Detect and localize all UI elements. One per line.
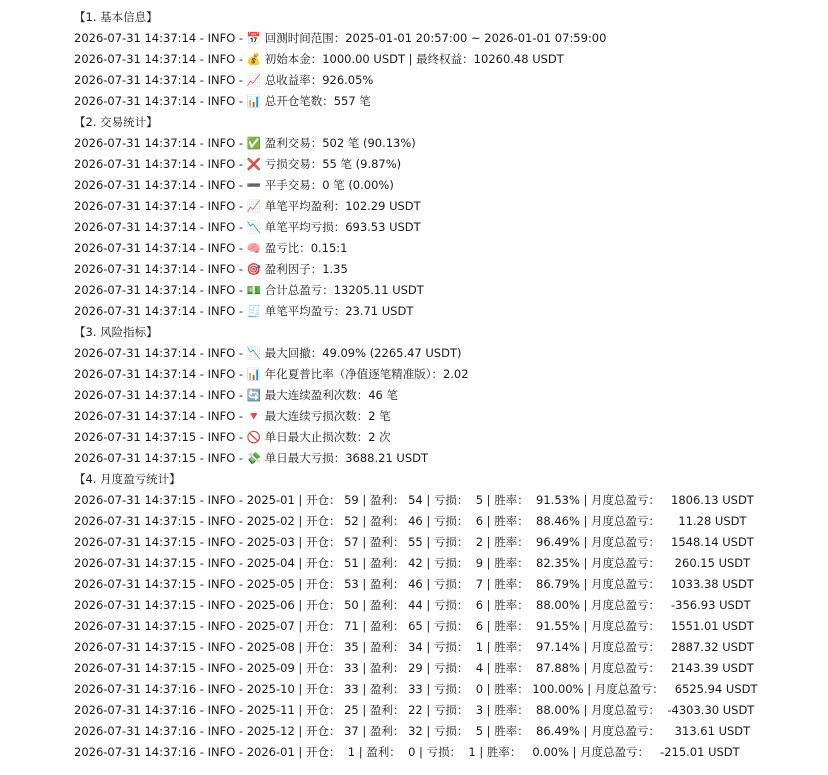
log-line: 2026-07-31 14:37:14 - INFO - 🧾 单笔平均盈亏：23.71 USDT xyxy=(74,304,414,318)
log-line: 2026-07-31 14:37:15 - INFO - 💸 单日最大亏损：3688.21 USDT xyxy=(74,451,429,465)
log-line: 2026-07-31 14:37:14 - INFO - 📅 回测时间范围：2025-01-01 20:57:00 ~ 2026-01-01 07:59:00 xyxy=(74,31,607,45)
log-line: 2026-07-31 14:37:14 - INFO - 📊 总开仓笔数：557 笔 xyxy=(74,94,371,108)
log-line: 2026-07-31 14:37:14 - INFO - 🔄 最大连续盈利次数：46 笔 xyxy=(74,388,398,402)
log-line: 2026-07-31 14:37:14 - INFO - 💵 合计总盈亏：13205.11 USDT xyxy=(74,283,424,297)
monthly-log-line: 2026-07-31 14:37:15 - INFO - 2025-07 | 开仓： 71 | 盈利： 65 | 亏损： 6 | 胜率： 91.55% | 月度总盈亏： 1551.01 USDT xyxy=(74,619,754,633)
monthly-log-line: 2026-07-31 14:37:15 - INFO - 2025-08 | 开仓： 35 | 盈利： 34 | 亏损： 1 | 胜率： 97.14% | 月度总盈亏： 2887.32 USDT xyxy=(74,640,754,654)
log-line: 2026-07-31 14:37:14 - INFO - ✅ 盈利交易：502 笔 (90.13%) xyxy=(74,136,416,150)
monthly-log-line: 2026-07-31 14:37:15 - INFO - 2025-04 | 开仓： 51 | 盈利： 42 | 亏损： 9 | 胜率： 82.35% | 月度总盈亏： 260.15 USDT xyxy=(74,556,751,570)
log-line: 2026-07-31 14:37:14 - INFO - 📉 最大回撤：49.09% (2265.47 USDT) xyxy=(74,346,462,360)
monthly-log-line: 2026-07-31 14:37:15 - INFO - 2025-01 | 开仓： 59 | 盈利： 54 | 亏损： 5 | 胜率： 91.53% | 月度总盈亏： 1806.13 USDT xyxy=(74,493,754,507)
monthly-log-line: 2026-07-31 14:37:15 - INFO - 2025-09 | 开仓： 33 | 盈利： 29 | 亏损： 4 | 胜率： 87.88% | 月度总盈亏： 2143.39 USDT xyxy=(74,661,754,675)
monthly-log-line: 2026-07-31 14:37:15 - INFO - 2025-05 | 开仓： 53 | 盈利： 46 | 亏损： 7 | 胜率： 86.79% | 月度总盈亏： 1033.38 USDT xyxy=(74,577,754,591)
log-line: 2026-07-31 14:37:14 - INFO - 💰 初始本金：1000.00 USDT | 最终权益：10260.48 USDT xyxy=(74,52,564,66)
log-line: 2026-07-31 14:37:14 - INFO - 🔻 最大连续亏损次数：2 笔 xyxy=(74,409,391,423)
section-header: 【1. 基本信息】 xyxy=(74,10,158,24)
log-line: 2026-07-31 14:37:14 - INFO - 📊 年化夏普比率（净值逐笔精准版）：2.02 xyxy=(74,367,469,381)
log-line: 2026-07-31 14:37:14 - INFO - 📈 总收益率：926.05% xyxy=(74,73,374,87)
log-line: 2026-07-31 14:37:14 - INFO - 📉 单笔平均亏损：693.53 USDT xyxy=(74,220,421,234)
log-line: 2026-07-31 14:37:14 - INFO - ➖ 平手交易：0 笔 (0.00%) xyxy=(74,178,394,192)
log-line: 2026-07-31 14:37:14 - INFO - 🧠 盈亏比：0.15:1 xyxy=(74,241,348,255)
section-header: 【3. 风险指标】 xyxy=(74,325,158,339)
log-line: 2026-07-31 14:37:14 - INFO - 🎯 盈利因子：1.35 xyxy=(74,262,348,276)
monthly-log-line: 2026-07-31 14:37:16 - INFO - 2025-12 | 开仓： 37 | 盈利： 32 | 亏损： 5 | 胜率： 86.49% | 月度总盈亏： 313.61 USDT xyxy=(74,724,751,738)
log-line: 2026-07-31 14:37:14 - INFO - 📈 单笔平均盈利：102.29 USDT xyxy=(74,199,421,213)
section-header: 【2. 交易统计】 xyxy=(74,115,158,129)
monthly-log-line: 2026-07-31 14:37:16 - INFO - 2025-11 | 开仓： 25 | 盈利： 22 | 亏损： 3 | 胜率： 88.00% | 月度总盈亏： -4303.30 USDT xyxy=(74,703,755,717)
monthly-log-line: 2026-07-31 14:37:15 - INFO - 2025-03 | 开仓： 57 | 盈利： 55 | 亏损： 2 | 胜率： 96.49% | 月度总盈亏： 1548.14 USDT xyxy=(74,535,754,549)
monthly-log-line: 2026-07-31 14:37:15 - INFO - 2025-02 | 开仓： 52 | 盈利： 46 | 亏损： 6 | 胜率： 88.46% | 月度总盈亏： 11.28 USDT xyxy=(74,514,747,528)
monthly-log-line: 2026-07-31 14:37:16 - INFO - 2025-10 | 开仓： 33 | 盈利： 33 | 亏损： 0 | 胜率： 100.00% | 月度总盈亏： 6525.94 USDT xyxy=(74,682,758,696)
log-line: 2026-07-31 14:37:15 - INFO - 🚫 单日最大止损次数：2 次 xyxy=(74,430,391,444)
monthly-log-line: 2026-07-31 14:37:16 - INFO - 2026-01 | 开仓： 1 | 盈利： 0 | 亏损： 1 | 胜率： 0.00% | 月度总盈亏： -215.01 USDT xyxy=(74,745,740,759)
monthly-log-line: 2026-07-31 14:37:15 - INFO - 2025-06 | 开仓： 50 | 盈利： 44 | 亏损： 6 | 胜率： 88.00% | 月度总盈亏： -356.93 USDT xyxy=(74,598,751,612)
log-output xyxy=(0,7,828,763)
section-header: 【4. 月度盈亏统计】 xyxy=(74,472,181,486)
log-line: 2026-07-31 14:37:14 - INFO - ❌ 亏损交易：55 笔 (9.87%) xyxy=(74,157,402,171)
